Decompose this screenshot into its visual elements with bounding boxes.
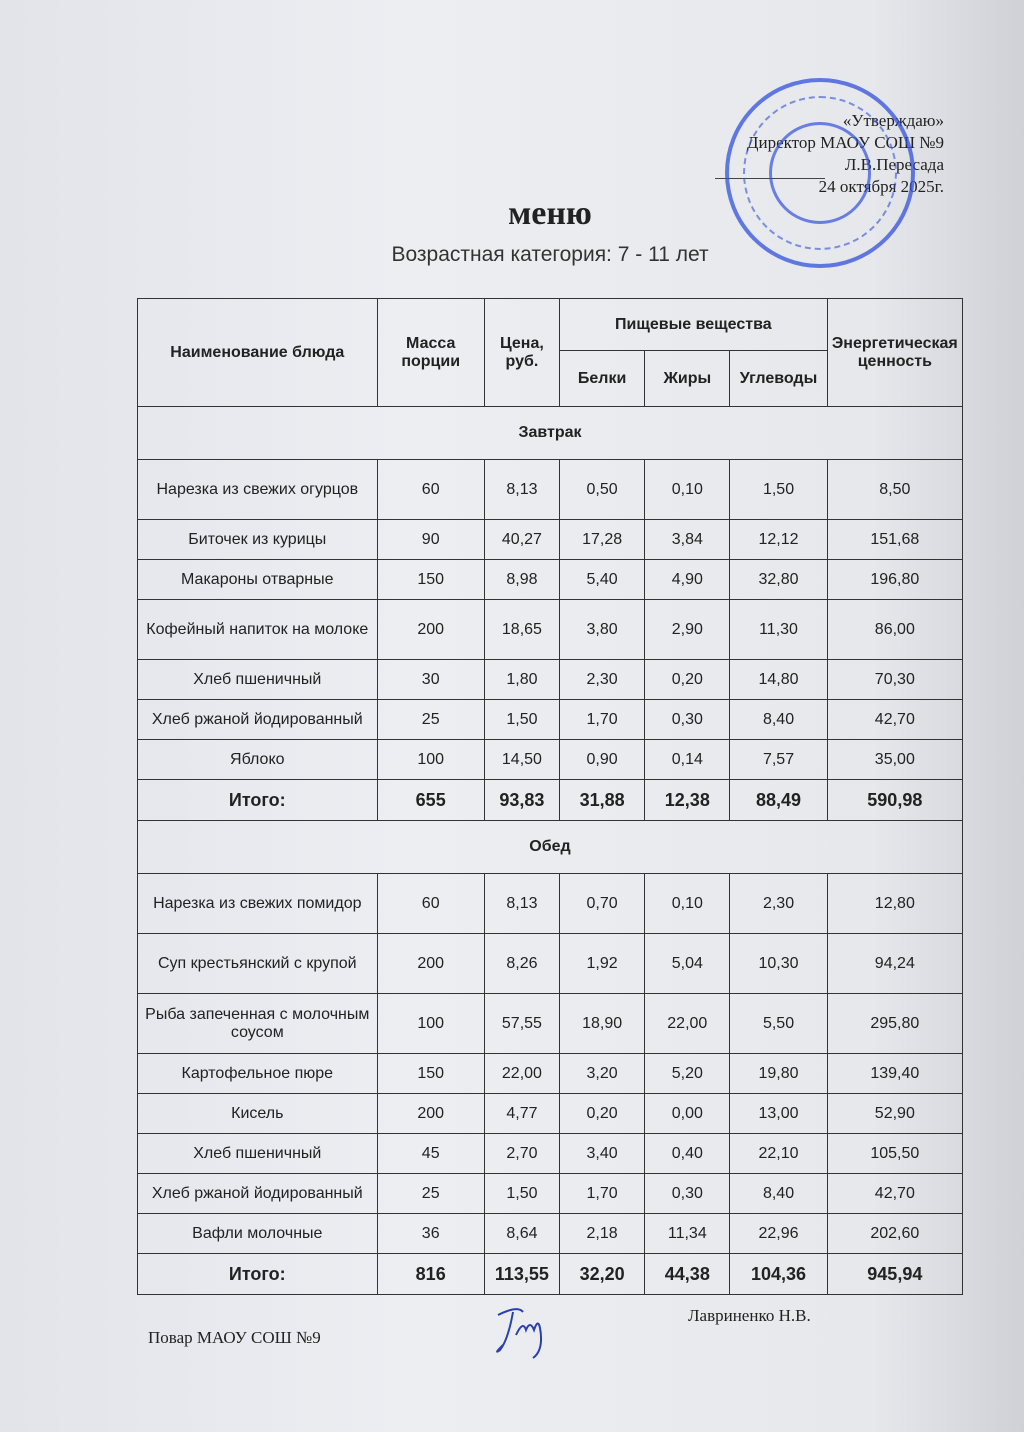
protein-cell: 2,30 (560, 660, 645, 700)
energy-cell: 196,80 (827, 560, 962, 600)
cook-signature (488, 1300, 558, 1360)
energy-cell: 105,50 (827, 1134, 962, 1174)
protein-cell: 3,80 (560, 600, 645, 660)
carbs-cell: 104,36 (730, 1254, 827, 1295)
carbs-cell: 12,12 (730, 520, 827, 560)
table-row (138, 560, 963, 600)
mass-cell: 150 (377, 1054, 484, 1094)
section-row (138, 407, 963, 460)
price-cell: 40,27 (484, 520, 559, 560)
section-row (138, 821, 963, 874)
energy-cell: 52,90 (827, 1094, 962, 1134)
dish-name-cell: Нарезка из свежих помидор (138, 874, 378, 934)
fat-cell: 5,04 (645, 934, 730, 994)
table-row (138, 740, 963, 780)
table-row (138, 994, 963, 1054)
carbs-cell: 14,80 (730, 660, 827, 700)
dish-name-cell: Хлеб ржаной йодированный (138, 1174, 378, 1214)
fat-cell: 44,38 (645, 1254, 730, 1295)
fat-cell: 0,10 (645, 874, 730, 934)
mass-cell: 200 (377, 1094, 484, 1134)
energy-cell: 8,50 (827, 460, 962, 520)
price-cell: 18,65 (484, 600, 559, 660)
table-row (138, 874, 963, 934)
energy-cell: 202,60 (827, 1214, 962, 1254)
price-cell: 8,13 (484, 874, 559, 934)
energy-cell: 86,00 (827, 600, 962, 660)
approval-date: 24 октября 2025г. (818, 177, 944, 196)
dish-name-cell: Нарезка из свежих огурцов (138, 460, 378, 520)
table-row (138, 700, 963, 740)
mass-cell: 200 (377, 600, 484, 660)
energy-cell: 12,80 (827, 874, 962, 934)
protein-cell: 0,50 (560, 460, 645, 520)
section-title: Обед (138, 821, 963, 874)
table-row (138, 934, 963, 994)
price-cell: 8,98 (484, 560, 559, 600)
approval-director: Директор МАОУ СОШ №9 (746, 133, 944, 152)
section-title: Завтрак (138, 407, 963, 460)
dish-name-cell: Хлеб пшеничный (138, 660, 378, 700)
fat-cell: 5,20 (645, 1054, 730, 1094)
mass-cell: 25 (377, 1174, 484, 1214)
mass-cell: 60 (377, 874, 484, 934)
price-cell: 8,64 (484, 1214, 559, 1254)
cook-name: Лавриненко Н.В. (688, 1306, 811, 1325)
fat-cell: 0,14 (645, 740, 730, 780)
table-row (138, 1094, 963, 1134)
price-cell: 93,83 (484, 780, 559, 821)
dish-name-cell: Макароны отварные (138, 560, 378, 600)
mass-cell: 100 (377, 740, 484, 780)
fat-cell: 0,30 (645, 700, 730, 740)
carbs-cell: 5,50 (730, 994, 827, 1054)
protein-cell: 1,70 (560, 1174, 645, 1214)
price-cell: 8,26 (484, 934, 559, 994)
mass-cell: 60 (377, 460, 484, 520)
energy-cell: 35,00 (827, 740, 962, 780)
dish-name-cell: Яблоко (138, 740, 378, 780)
energy-cell: 42,70 (827, 1174, 962, 1214)
total-row (138, 1254, 963, 1295)
dish-name-cell: Вафли молочные (138, 1214, 378, 1254)
approval-line: «Утверждаю» (842, 111, 944, 130)
protein-cell: 3,40 (560, 1134, 645, 1174)
fat-cell: 0,40 (645, 1134, 730, 1174)
table-row (138, 460, 963, 520)
dish-name-cell: Суп крестьянский с крупой (138, 934, 378, 994)
protein-cell: 2,18 (560, 1214, 645, 1254)
carbs-cell: 8,40 (730, 700, 827, 740)
age-category: Возрастная категория: 7 - 11 лет (391, 243, 709, 266)
protein-cell: 31,88 (560, 780, 645, 821)
energy-cell: 945,94 (827, 1254, 962, 1295)
price-cell: 1,50 (484, 1174, 559, 1214)
fat-cell: 3,84 (645, 520, 730, 560)
price-cell: 2,70 (484, 1134, 559, 1174)
table-row (138, 660, 963, 700)
energy-cell: 94,24 (827, 934, 962, 994)
header-price: Цена, руб. (484, 299, 559, 407)
protein-cell: 17,28 (560, 520, 645, 560)
mass-cell: 816 (377, 1254, 484, 1295)
table-row (138, 1174, 963, 1214)
header-energy: Энергетическая ценность (827, 299, 962, 407)
carbs-cell: 19,80 (730, 1054, 827, 1094)
mass-cell: 100 (377, 994, 484, 1054)
dish-name-cell: Итого: (138, 780, 378, 821)
carbs-cell: 1,50 (730, 460, 827, 520)
energy-cell: 295,80 (827, 994, 962, 1054)
cook-position: Повар МАОУ СОШ №9 (148, 1328, 321, 1347)
fat-cell: 0,00 (645, 1094, 730, 1134)
mass-cell: 30 (377, 660, 484, 700)
header-name: Наименование блюда (138, 299, 378, 407)
protein-cell: 0,90 (560, 740, 645, 780)
fat-cell: 11,34 (645, 1214, 730, 1254)
official-stamp (725, 78, 915, 268)
carbs-cell: 32,80 (730, 560, 827, 600)
table-row (138, 1054, 963, 1094)
fat-cell: 4,90 (645, 560, 730, 600)
fat-cell: 22,00 (645, 994, 730, 1054)
carbs-cell: 88,49 (730, 780, 827, 821)
total-row (138, 780, 963, 821)
header-carbs: Углеводы (730, 351, 827, 407)
mass-cell: 25 (377, 700, 484, 740)
fat-cell: 0,20 (645, 660, 730, 700)
mass-cell: 90 (377, 520, 484, 560)
menu-table (137, 298, 963, 1295)
protein-cell: 0,70 (560, 874, 645, 934)
page-title: меню (508, 195, 592, 232)
table-row (138, 1134, 963, 1174)
mass-cell: 150 (377, 560, 484, 600)
price-cell: 57,55 (484, 994, 559, 1054)
carbs-cell: 8,40 (730, 1174, 827, 1214)
header-nutrients: Пищевые вещества (560, 299, 828, 351)
dish-name-cell: Рыба запеченная с молочным соусом (138, 994, 378, 1054)
header-protein: Белки (560, 351, 645, 407)
dish-name-cell: Хлеб пшеничный (138, 1134, 378, 1174)
energy-cell: 590,98 (827, 780, 962, 821)
protein-cell: 0,20 (560, 1094, 645, 1134)
price-cell: 8,13 (484, 460, 559, 520)
fat-cell: 2,90 (645, 600, 730, 660)
dish-name-cell: Итого: (138, 1254, 378, 1295)
price-cell: 22,00 (484, 1054, 559, 1094)
table-row (138, 1214, 963, 1254)
carbs-cell: 13,00 (730, 1094, 827, 1134)
energy-cell: 151,68 (827, 520, 962, 560)
mass-cell: 200 (377, 934, 484, 994)
carbs-cell: 22,10 (730, 1134, 827, 1174)
fat-cell: 0,30 (645, 1174, 730, 1214)
price-cell: 1,50 (484, 700, 559, 740)
mass-cell: 36 (377, 1214, 484, 1254)
dish-name-cell: Биточек из курицы (138, 520, 378, 560)
header-mass: Масса порции (377, 299, 484, 407)
energy-cell: 42,70 (827, 700, 962, 740)
carbs-cell: 2,30 (730, 874, 827, 934)
dish-name-cell: Хлеб ржаной йодированный (138, 700, 378, 740)
dish-name-cell: Кофейный напиток на молоке (138, 600, 378, 660)
fat-cell: 0,10 (645, 460, 730, 520)
price-cell: 14,50 (484, 740, 559, 780)
energy-cell: 139,40 (827, 1054, 962, 1094)
header-fat: Жиры (645, 351, 730, 407)
protein-cell: 1,70 (560, 700, 645, 740)
dish-name-cell: Картофельное пюре (138, 1054, 378, 1094)
approval-name: Л.В.Пересада (844, 155, 944, 174)
protein-cell: 1,92 (560, 934, 645, 994)
carbs-cell: 22,96 (730, 1214, 827, 1254)
carbs-cell: 7,57 (730, 740, 827, 780)
carbs-cell: 11,30 (730, 600, 827, 660)
dish-name-cell: Кисель (138, 1094, 378, 1134)
carbs-cell: 10,30 (730, 934, 827, 994)
price-cell: 4,77 (484, 1094, 559, 1134)
energy-cell: 70,30 (827, 660, 962, 700)
protein-cell: 18,90 (560, 994, 645, 1054)
protein-cell: 5,40 (560, 560, 645, 600)
table-row (138, 600, 963, 660)
mass-cell: 655 (377, 780, 484, 821)
fat-cell: 12,38 (645, 780, 730, 821)
price-cell: 113,55 (484, 1254, 559, 1295)
table-row (138, 520, 963, 560)
protein-cell: 3,20 (560, 1054, 645, 1094)
protein-cell: 32,20 (560, 1254, 645, 1295)
mass-cell: 45 (377, 1134, 484, 1174)
price-cell: 1,80 (484, 660, 559, 700)
